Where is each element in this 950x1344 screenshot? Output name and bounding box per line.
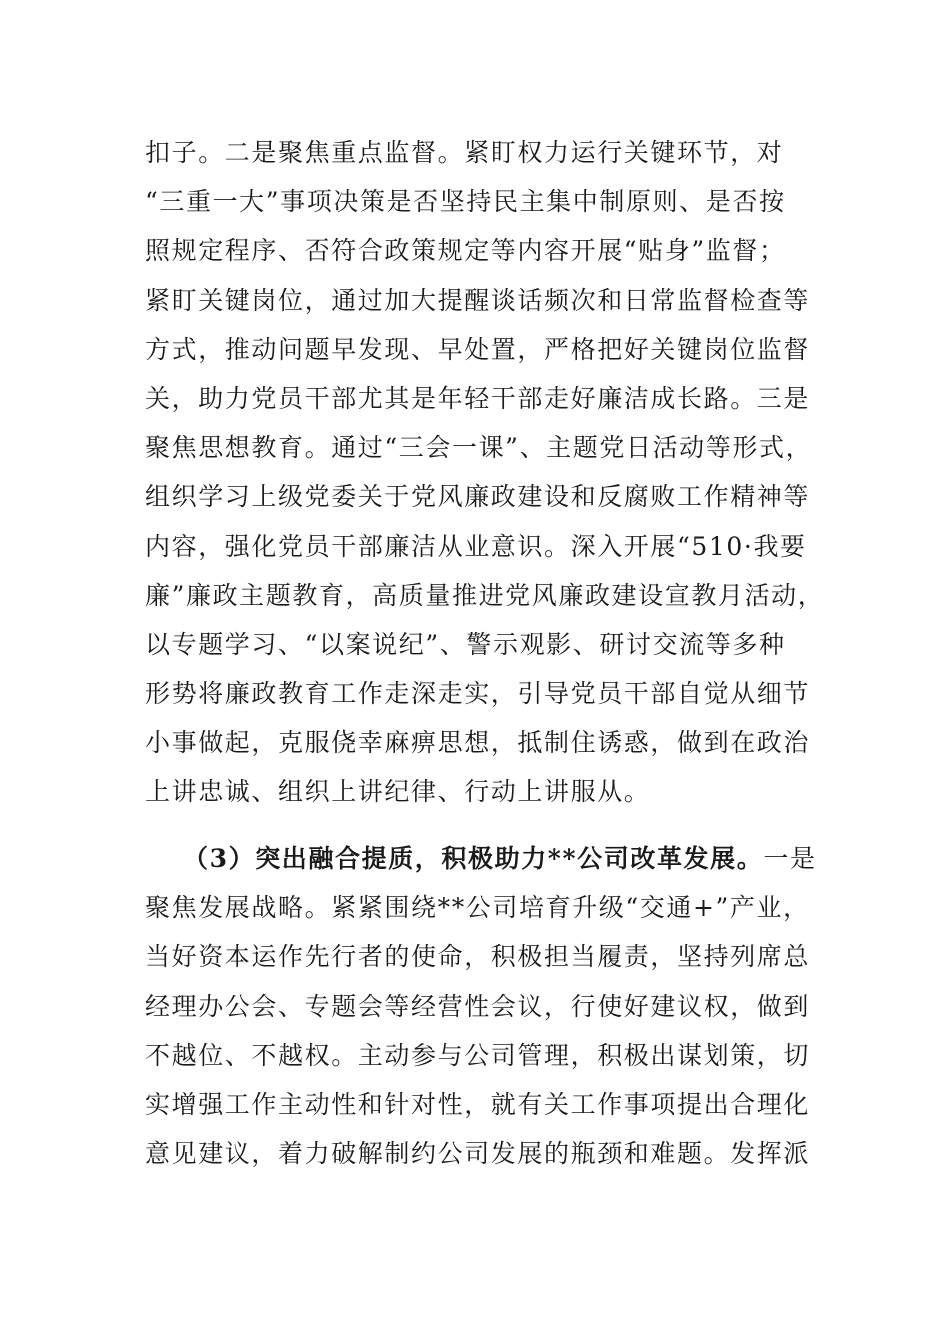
paragraph-reform-development <box>145 834 817 1178</box>
paragraph-line: 照规定程序、否符合政策规定等内容开展“贴身”监督； <box>145 236 786 266</box>
paragraph-line: 不越位、不越权。主动参与公司管理，积极出谋划策，切 <box>145 1040 811 1070</box>
paragraph-line: 小事做起，克服侥幸麻痹思想，抵制住诱惑，做到在政治 <box>145 728 811 758</box>
paragraph-line: 扣子。二是聚焦重点监督。紧盯权力运行关键环节，对 <box>145 138 784 167</box>
paragraph-line: “三重一大”事项决策是否坚持民主集中制原则、是否按 <box>145 187 786 217</box>
paragraph-line: 关，助力党员干部尤其是年轻干部走好廉洁成长路。三是 <box>145 383 811 413</box>
paragraph-line: 上讲忠诚、组织上讲纪律、行动上讲服从。 <box>145 777 651 807</box>
paragraph-line: 组织学习上级党委关于党风廉政建设和反腐败工作精神等 <box>145 482 811 512</box>
paragraph-line: 紧盯关键岗位，通过加大提醒谈话频次和日常监督检查等 <box>145 285 811 315</box>
paragraph-line: 内容，强化党员干部廉洁从业意识。深入开展“510·我要 <box>145 531 807 561</box>
section-heading: （3）突出融合提质，积极助力**公司改革发展。 <box>183 844 764 873</box>
paragraph-line: 方式，推动问题早发现、早处置，严格把好关键岗位监督 <box>145 334 811 364</box>
paragraph-line: 聚焦思想教育。通过“三会一课”、主题党日活动等形式， <box>145 433 813 463</box>
paragraph-line: 聚焦发展战略。紧紧围绕**公司培育升级“交通+”产业， <box>145 893 810 923</box>
paragraph-line: 廉”廉政主题教育，高质量推进党风廉政建设宣教月活动， <box>145 580 825 610</box>
paragraph-line: 以专题学习、“以案说纪”、警示观影、研讨交流等多种 <box>145 629 786 659</box>
paragraph-first-line <box>145 834 817 883</box>
paragraph-line: 意见建议，着力破解制约公司发展的瓶颈和难题。发挥派 <box>145 1139 811 1169</box>
paragraph-supervision-education <box>145 128 825 817</box>
paragraph-line: 经理办公会、专题会等经营性会议，行使好建议权，做到 <box>145 991 811 1021</box>
paragraph-line: 当好资本运作先行者的使命，积极担当履责，坚持列席总 <box>145 942 811 972</box>
paragraph-line: 实增强工作主动性和针对性，就有关工作事项提出合理化 <box>145 1089 811 1119</box>
heading-continuation: 一是 <box>763 844 817 873</box>
paragraph-line: 形势将廉政教育工作走深走实，引导党员干部自觉从细节 <box>145 679 811 709</box>
